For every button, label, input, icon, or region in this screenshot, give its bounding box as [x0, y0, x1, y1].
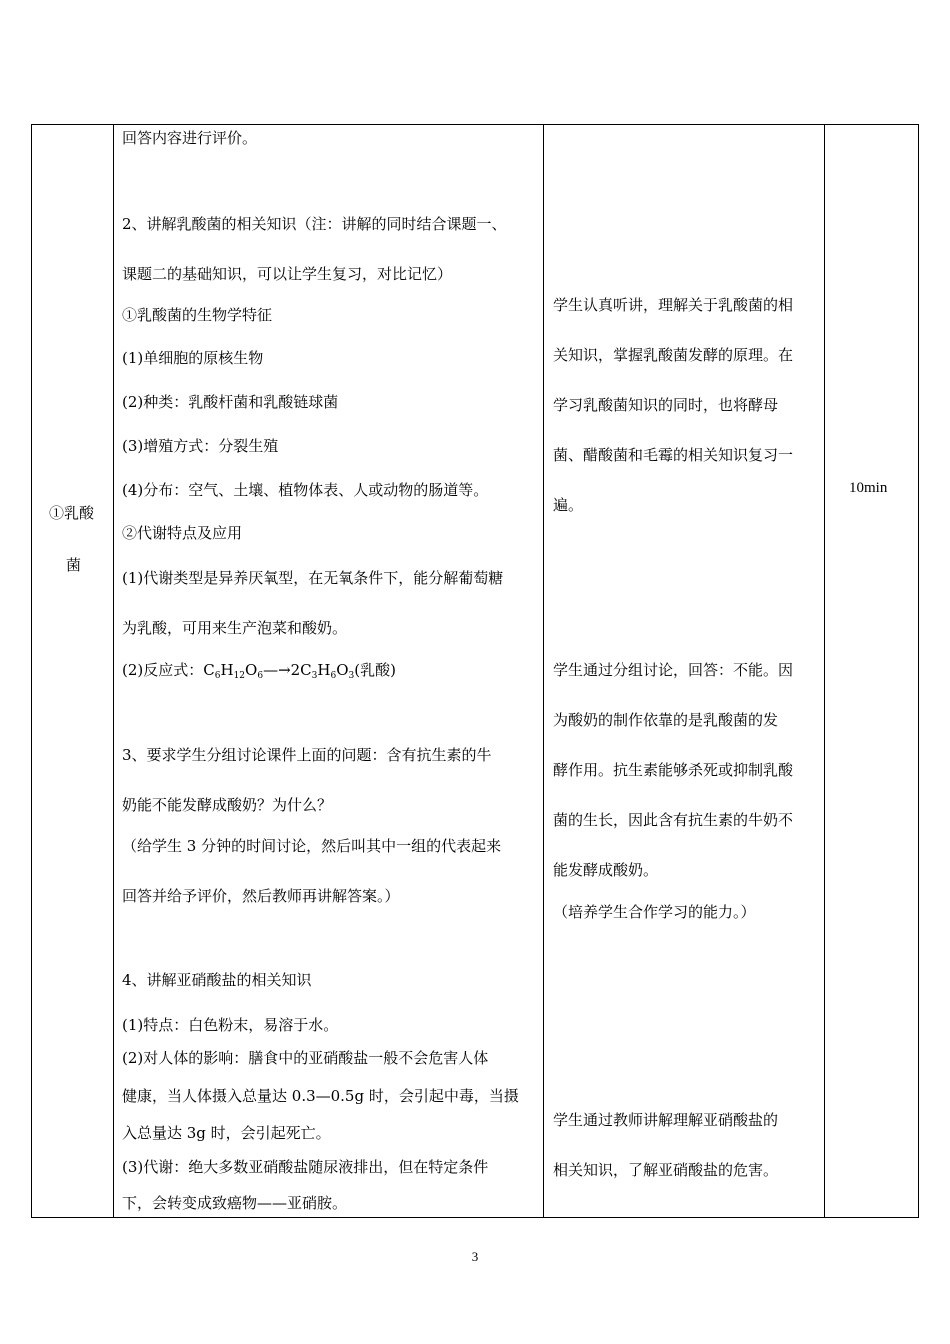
- teacher-text-line: 3、要求学生分组讨论课件上面的问题：含有抗生素的牛: [122, 746, 492, 764]
- teacher-text-line: (1)代谢类型是异养厌氧型，在无氧条件下，能分解葡萄糖: [122, 569, 504, 587]
- teacher-text-line: 奶能不能发酵成酸奶？为什么？: [122, 796, 333, 814]
- column-divider: [824, 125, 825, 1217]
- column-divider: [113, 125, 114, 1217]
- page-number: 3: [471, 1249, 479, 1264]
- time-allocation: 10min: [849, 480, 888, 496]
- teacher-text-line: 回答内容进行评价。: [122, 129, 258, 147]
- teacher-text-line: (3)增殖方式：分裂生殖: [122, 437, 279, 455]
- student-text-line: 关知识，掌握乳酸菌发酵的原理。在: [553, 346, 794, 364]
- topic-label-line1: ①乳酸: [49, 504, 95, 522]
- teacher-text-line: （给学生 3 分钟的时间讨论，然后叫其中一组的代表起来: [122, 837, 502, 855]
- topic-label-line2: 菌: [66, 556, 82, 574]
- teacher-text-line: (1)特点：白色粉末，易溶于水。: [122, 1016, 339, 1034]
- teacher-text-line: 课题二的基础知识，可以让学生复习，对比记忆）: [122, 265, 453, 283]
- student-text-line: 学生通过教师讲解理解亚硝酸盐的: [553, 1111, 779, 1129]
- column-divider: [543, 125, 544, 1217]
- student-text-line: （培养学生合作学习的能力。）: [553, 903, 756, 921]
- teacher-text-line: 4、讲解亚硝酸盐的相关知识: [122, 971, 312, 989]
- student-text-line: 相关知识，了解亚硝酸盐的危害。: [553, 1161, 779, 1179]
- student-text-line: 酵作用。抗生素能够杀死或抑制乳酸: [553, 761, 794, 779]
- student-text-line: 为酸奶的制作依靠的是乳酸菌的发: [553, 711, 779, 729]
- teacher-text-line: (2)对人体的影响：膳食中的亚硝酸盐一般不会危害人体: [122, 1049, 489, 1067]
- teacher-text-line: (4)分布：空气、土壤、植物体表、人或动物的肠道等。: [122, 481, 489, 499]
- teacher-text-line: 2、讲解乳酸菌的相关知识（注：讲解的同时结合课题一、: [122, 215, 507, 233]
- teacher-text-line: 下，会转变成致癌物——亚硝胺。: [122, 1194, 348, 1212]
- student-text-line: 学习乳酸菌知识的同时，也将酵母: [553, 396, 779, 414]
- teacher-text-line: ①乳酸菌的生物学特征: [122, 306, 273, 324]
- student-text-line: 遍。: [553, 496, 584, 514]
- teacher-text-line: 入总量达 3g 时，会引起死亡。: [122, 1124, 331, 1142]
- student-text-line: 学生认真听讲，理解关于乳酸菌的相: [553, 296, 794, 314]
- teacher-text-line: 健康，当人体摄入总量达 0.3—0.5g 时，会引起中毒，当摄: [122, 1087, 519, 1105]
- teacher-text-line: (2)种类：乳酸杆菌和乳酸链球菌: [122, 393, 339, 411]
- teacher-text-line: (1)单细胞的原核生物: [122, 349, 264, 367]
- student-text-line: 能发酵成酸奶。: [553, 861, 659, 879]
- teacher-text-line: 为乳酸，可用来生产泡菜和酸奶。: [122, 619, 348, 637]
- teacher-text-line: ②代谢特点及应用: [122, 524, 243, 542]
- reaction-equation: (2)反应式：$C_6H_{12}O_6—\to 2C_3H_6O_3$(乳酸): [122, 661, 396, 681]
- teacher-text-line: 回答并给予评价，然后教师再讲解答案。）: [122, 887, 400, 905]
- teacher-text-line: (3)代谢：绝大多数亚硝酸盐随尿液排出，但在特定条件: [122, 1158, 489, 1176]
- student-text-line: 学生通过分组讨论，回答：不能。因: [553, 661, 794, 679]
- student-text-line: 菌的生长，因此含有抗生素的牛奶不: [553, 811, 794, 829]
- student-text-line: 菌、醋酸菌和毛霉的相关知识复习一: [553, 446, 794, 464]
